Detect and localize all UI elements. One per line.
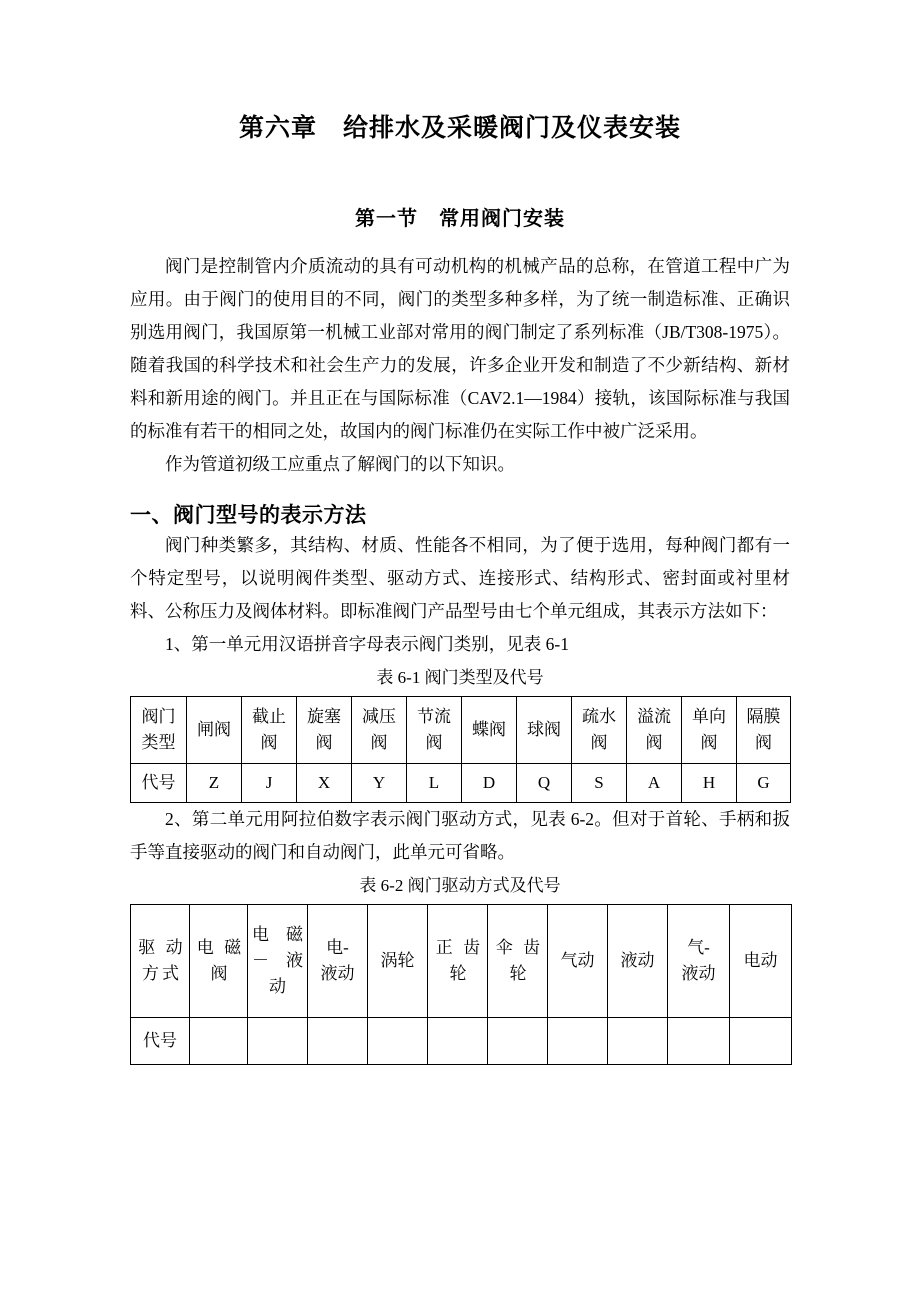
- cell-line: － 液: [252, 951, 303, 970]
- cell-drive-code-1: [248, 1018, 308, 1065]
- cell-line: 方式: [141, 964, 183, 983]
- cell-line: 电 磁: [252, 925, 303, 944]
- table-6-1-caption: 表 6-1 阀门类型及代号: [376, 668, 544, 687]
- cell-drive-9: [730, 905, 792, 1018]
- cell-code-4: L: [407, 764, 462, 803]
- cell-line: 动: [269, 977, 286, 996]
- cell-type-7: [572, 697, 627, 764]
- row-header-code: 代号: [131, 1018, 190, 1065]
- cell-type-10: [737, 697, 791, 764]
- cell-type-4: [407, 697, 462, 764]
- cell-drive-1: [248, 905, 308, 1018]
- table-6-1: [130, 696, 791, 803]
- cell-line: 涡轮: [380, 951, 415, 970]
- cell-type-6: [517, 697, 572, 764]
- cell-drive-5: [488, 905, 548, 1018]
- cell-line: 球阀: [527, 720, 561, 739]
- cell-line: 阀: [315, 733, 333, 752]
- chapter-title: 第六章 给排水及采暖阀门及仪表安装: [238, 114, 681, 142]
- paragraph-intro: 阀门是控制管内介质流动的具有可动机构的机械产品的总称，在管道工程中广为应用。由于阀门的使用目的不同，阀门的类型多种多样，为了统一制造标准、正确识别选用阀门，我国原第一机械工业部对常用的阀门制定了系列标准（JB/T308-1975）。随着我国的科学技术和社会生产力的发展，许多企业开发和制造了不少新结构、新材料和新用途的阀门。并且正在与国际标准（CAV2.1—1984）接轨，该国际标准与我国的标准有若干的相同之处，故国内的阀门标准仍在实际工作中被广泛采用。: [130, 256, 790, 441]
- cell-type-0: [187, 697, 242, 764]
- cell-line: 液动: [681, 964, 716, 983]
- cell-line: 轮: [449, 964, 470, 983]
- list-item-1: 1、第一单元用汉语拼音字母表示阀门类别，见表 6-1: [165, 634, 569, 654]
- cell-drive-6: [548, 905, 608, 1018]
- cell-line: 减压: [362, 707, 396, 726]
- table-row-drive-codes: [131, 1018, 792, 1065]
- cell-line: 节流: [417, 707, 451, 726]
- cell-line: 截止: [252, 707, 286, 726]
- cell-line: 电动: [743, 951, 778, 970]
- cell-line: 正 齿: [435, 938, 484, 957]
- cell-line: 蝶阀: [472, 720, 506, 739]
- cell-line: 气-: [687, 938, 710, 957]
- cell-line: 阀: [755, 733, 772, 752]
- cell-drive-2: [308, 905, 368, 1018]
- cell-line: 闸阀: [197, 720, 231, 739]
- cell-drive-code-7: [608, 1018, 668, 1065]
- cell-drive-code-2: [308, 1018, 368, 1065]
- paragraph-knowledge: 作为管道初级工应重点了解阀门的以下知识。: [165, 454, 515, 474]
- cell-line: 阀: [700, 733, 718, 752]
- cell-code-1: J: [242, 764, 297, 803]
- table-6-2: [130, 904, 792, 1065]
- section-title: 第一节 常用阀门安装: [355, 208, 565, 230]
- cell-type-1: [242, 697, 297, 764]
- cell-line: 溢流: [637, 707, 671, 726]
- table-6-2-caption: 表 6-2 阀门驱动方式及代号: [359, 876, 561, 895]
- cell-line: 液动: [620, 951, 655, 970]
- table-row-codes: [131, 764, 791, 803]
- cell-drive-code-0: [190, 1018, 248, 1065]
- cell-line: 阀: [645, 733, 663, 752]
- cell-code-5: D: [462, 764, 517, 803]
- cell-drive-code-5: [488, 1018, 548, 1065]
- cell-drive-3: [368, 905, 428, 1018]
- cell-drive-code-4: [428, 1018, 488, 1065]
- cell-code-9: H: [682, 764, 737, 803]
- table-row-drives: [131, 905, 792, 1018]
- cell-line: 旋塞: [307, 707, 341, 726]
- cell-line: 疏水: [582, 707, 616, 726]
- cell-code-7: S: [572, 764, 627, 803]
- cell-line: 阀: [370, 733, 388, 752]
- cell-code-10: G: [737, 764, 791, 803]
- cell-drive-code-9: [730, 1018, 792, 1065]
- cell-type-2: [297, 697, 352, 764]
- cell-line: 阀: [425, 733, 443, 752]
- cell-drive-7: [608, 905, 668, 1018]
- row-header-code: 代号: [131, 764, 187, 803]
- list-item-2: 2、第二单元用阿拉伯数字表示阀门驱动方式，见表 6-2。但对于首轮、手柄和扳手等直接驱动的阀门和自动阀门，此单元可省略。: [130, 809, 790, 862]
- cell-line: 类型: [141, 733, 176, 752]
- cell-type-5: [462, 697, 517, 764]
- cell-drive-4: [428, 905, 488, 1018]
- cell-type-3: [352, 697, 407, 764]
- cell-line: 伞 齿: [495, 938, 544, 957]
- cell-code-2: X: [297, 764, 352, 803]
- cell-line: 阀: [260, 733, 278, 752]
- cell-type-8: [627, 697, 682, 764]
- cell-code-8: A: [627, 764, 682, 803]
- cell-line: 阀门: [141, 707, 176, 726]
- cell-line: 气动: [560, 951, 595, 970]
- sub-heading-valve-model: 一、阀门型号的表示方法: [130, 504, 367, 527]
- table-row-types: [131, 697, 791, 764]
- cell-line: 电-: [326, 938, 349, 957]
- cell-line: 阀: [210, 964, 231, 983]
- cell-line: 轮: [509, 964, 530, 983]
- cell-line: 阀: [590, 733, 608, 752]
- cell-line: 单向: [692, 707, 726, 726]
- row-header-valve-type: [131, 697, 187, 764]
- cell-drive-code-3: [368, 1018, 428, 1065]
- cell-code-0: Z: [187, 764, 242, 803]
- cell-drive-code-8: [668, 1018, 730, 1065]
- cell-code-3: Y: [352, 764, 407, 803]
- cell-code-6: Q: [517, 764, 572, 803]
- cell-line: 液动: [320, 964, 355, 983]
- paragraph-model-explain: 阀门种类繁多，其结构、材质、性能各不相同，为了便于选用，每种阀门都有一个特定型号，以说明阀件类型、驱动方式、连接形式、结构形式、密封面或衬里材料、公称压力及阀体材料。即标准阀门产品型号由七个单元组成，其表示方法如下：: [130, 535, 790, 621]
- cell-line: 隔膜: [746, 707, 781, 726]
- cell-line: 电 磁: [196, 938, 245, 957]
- cell-type-9: [682, 697, 737, 764]
- row-header-drive-type: [131, 905, 190, 1018]
- cell-line: 驱 动: [138, 938, 186, 957]
- cell-drive-code-6: [548, 1018, 608, 1065]
- cell-drive-8: [668, 905, 730, 1018]
- cell-drive-0: [190, 905, 248, 1018]
